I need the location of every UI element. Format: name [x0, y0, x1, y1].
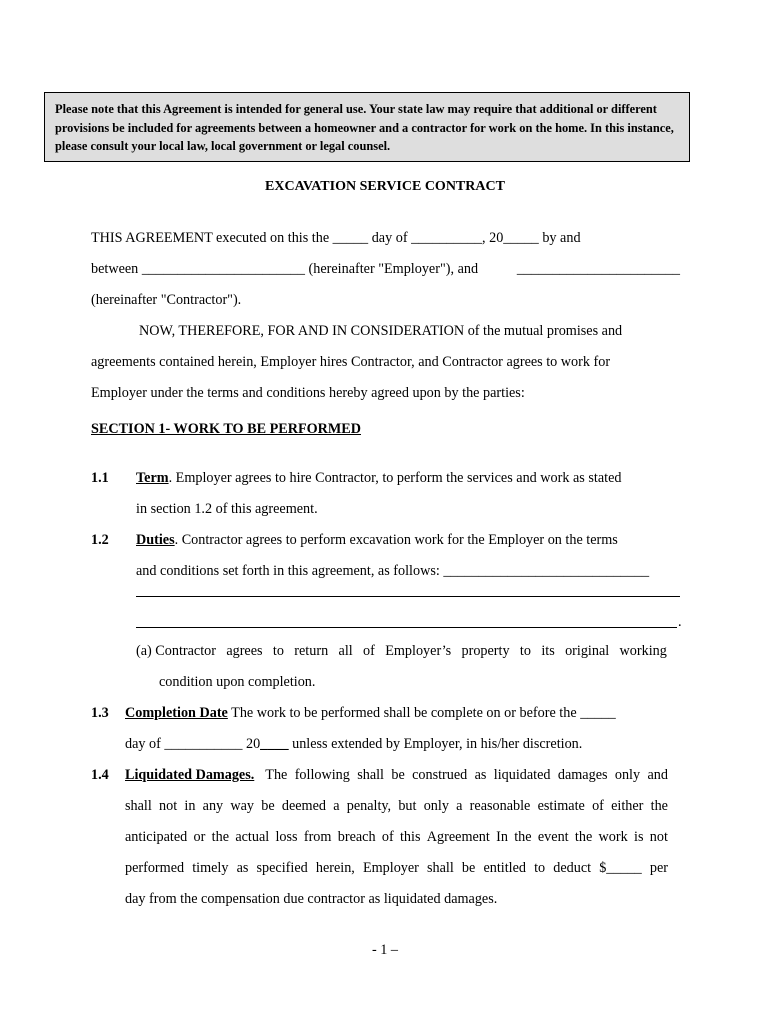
word: to — [272, 643, 284, 659]
word: breach — [337, 829, 376, 845]
word: the — [650, 798, 668, 814]
word: working — [619, 643, 667, 659]
word: the — [211, 829, 230, 845]
word: property — [461, 643, 510, 659]
word: specified — [256, 860, 308, 876]
word: agrees — [226, 643, 263, 659]
word: shall — [357, 767, 384, 783]
clause-1-4-line-1 — [125, 765, 668, 785]
word: all — [338, 643, 353, 659]
clause-1-3-line-1 — [125, 703, 616, 723]
word: deemed — [281, 798, 326, 814]
word: performed — [125, 860, 185, 876]
clause-1-2-text-1: . Contractor agrees to perform excavation work for the Employer on the terms — [174, 532, 618, 548]
clause-1-3-text-2c: unless extended by Employer, in his/her discretion. — [288, 736, 583, 752]
intro-line-4: NOW, THEREFORE, FOR AND IN CONSIDERATION of the mutual promises and — [139, 323, 623, 339]
word: The — [265, 767, 288, 783]
word: as — [236, 860, 249, 876]
blank-line-1 — [136, 596, 680, 597]
word: from — [303, 829, 332, 845]
word: (a) Contractor — [136, 643, 216, 659]
intro-line-3: (hereinafter "Contractor"). — [91, 292, 242, 308]
word: not — [159, 798, 178, 814]
word: Employer — [362, 860, 419, 876]
word: only — [423, 798, 449, 814]
word: actual — [235, 829, 270, 845]
intro-line-6: Employer under the terms and conditions hereby agreed upon by the parties: — [91, 385, 525, 401]
word: estimate — [537, 798, 585, 814]
word: per — [649, 860, 668, 876]
word: shall — [125, 798, 152, 814]
intro-line-2-a: between _______________________ (hereinafter "Employer"), and — [91, 261, 479, 277]
word: liquidated — [493, 767, 551, 783]
word: to — [519, 643, 531, 659]
word: anticipated — [125, 829, 188, 845]
clause-1-4-line-2 — [125, 796, 668, 816]
intro-line-2-b: _______________________ — [516, 261, 680, 277]
word: penalty, — [346, 798, 392, 814]
word: any — [202, 798, 224, 814]
word: be — [391, 767, 405, 783]
clause-1-2-a-line-2: condition upon completion. — [159, 674, 316, 690]
clause-1-3-term: Completion Date — [125, 705, 228, 721]
page-number: - 1 – — [371, 942, 398, 958]
clause-1-3-text-1: The work to be performed shall be complete on or before the _____ — [227, 705, 616, 721]
word: original — [565, 643, 610, 659]
word: herein, — [315, 860, 355, 876]
word: only — [614, 767, 641, 783]
blank-line-2 — [136, 627, 677, 628]
word: be — [261, 798, 275, 814]
word: in — [184, 798, 196, 814]
clause-1-2-a-line-1 — [136, 641, 667, 661]
word: a — [333, 798, 340, 814]
word: event — [537, 829, 569, 845]
word: Employer’s — [385, 643, 452, 659]
intro-line-5: agreements contained herein, Employer hires Contractor, and Contractor agrees to work for — [91, 354, 611, 370]
word: or — [193, 829, 206, 845]
clause-1-4-line-4 — [125, 858, 668, 878]
clause-1-1-number: 1.1 — [91, 470, 109, 486]
clause-1-4-line-3 — [125, 827, 668, 847]
word: entitled — [483, 860, 526, 876]
word: damages — [557, 767, 608, 783]
word: way — [230, 798, 254, 814]
word: $_____ — [599, 860, 642, 876]
clause-1-2-line-1 — [136, 530, 618, 550]
clause-1-2-line-2: and conditions set forth in this agreement, as follows: _____________________________ — [136, 563, 650, 579]
word: timely — [192, 860, 229, 876]
word: deduct — [553, 860, 592, 876]
word: but — [398, 798, 417, 814]
clause-1-3-text-2b: ____ — [260, 736, 289, 752]
word: the — [514, 829, 532, 845]
section-1-heading: SECTION 1- WORK TO BE PERFORMED — [91, 421, 361, 437]
intro-line-1: THIS AGREEMENT executed on this the _____ day of __________, 20_____ by and — [91, 230, 581, 246]
clause-1-1-line-2: in section 1.2 of this agreement. — [136, 501, 318, 517]
clause-1-1-text-1: . Employer agrees to hire Contractor, to perform the services and work as stated — [168, 470, 622, 486]
word: its — [541, 643, 555, 659]
clause-1-2-term: Duties — [136, 532, 175, 548]
word: the — [574, 829, 593, 845]
word: as — [474, 767, 487, 783]
word: loss — [275, 829, 298, 845]
word: shall — [427, 860, 454, 876]
clause-1-1-line-1 — [136, 468, 621, 488]
word: to — [534, 860, 546, 876]
word: construed — [412, 767, 468, 783]
word: of — [592, 798, 604, 814]
word: be — [461, 860, 476, 876]
clause-1-4-line-1-words — [265, 765, 668, 785]
word: this — [399, 829, 421, 845]
clause-1-4-term: Liquidated Damages. — [125, 767, 255, 783]
word: reasonable — [469, 798, 531, 814]
word: following — [294, 767, 350, 783]
clause-1-4-number: 1.4 — [91, 767, 109, 783]
word: and — [647, 767, 668, 783]
clause-1-4-line-5: day from the compensation due contractor as liquidated damages. — [125, 891, 498, 907]
word: either — [611, 798, 644, 814]
clause-1-2-number: 1.2 — [91, 532, 109, 548]
word: Agreement — [426, 829, 490, 845]
word: In — [496, 829, 508, 845]
notice-box: Please note that this Agreement is intended for general use. Your state law may require that additional or different provisions be included for agreements between a homeowner and a contractor for work on the home. In this instance, please consult your local law, local government or legal counsel. — [44, 92, 690, 162]
word: of — [363, 643, 375, 659]
clause-1-3-line-2 — [125, 734, 582, 754]
intro-line-2 — [91, 259, 680, 279]
clause-1-3-number: 1.3 — [91, 705, 109, 721]
clause-1-1-term: Term — [136, 470, 169, 486]
word: work — [598, 829, 628, 845]
word: return — [294, 643, 329, 659]
blank-line-period: . — [678, 614, 682, 630]
word: of — [381, 829, 394, 845]
word: not — [649, 829, 668, 845]
word: is — [634, 829, 644, 845]
clause-1-3-text-2a: day of ___________ 20 — [125, 736, 261, 752]
contract-title: EXCAVATION SERVICE CONTRACT — [265, 179, 505, 194]
word: a — [456, 798, 463, 814]
